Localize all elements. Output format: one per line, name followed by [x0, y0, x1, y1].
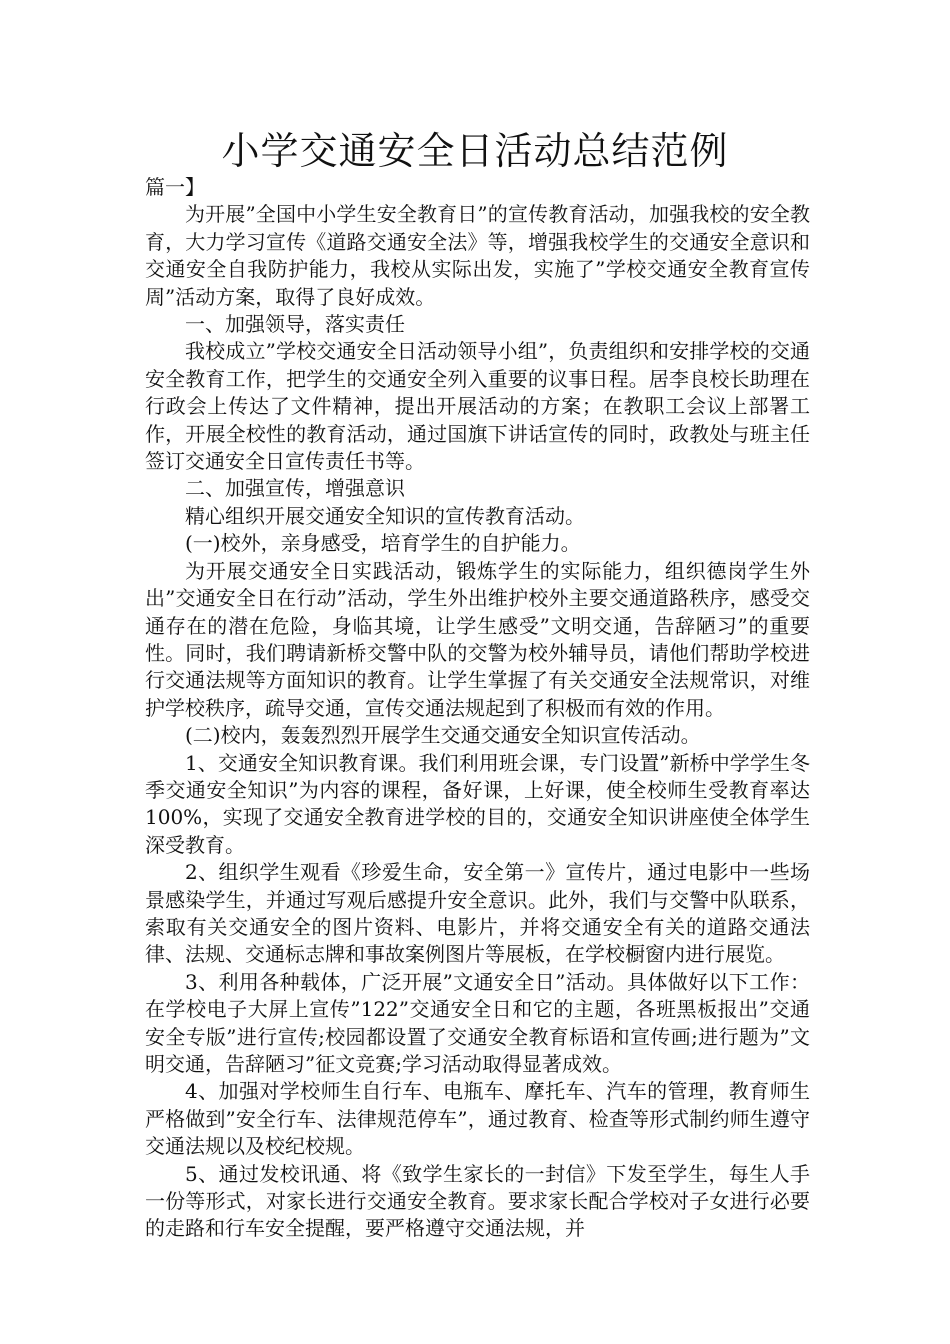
section-heading: 一、加强领导，落实责任 — [185, 312, 405, 337]
document-title: 小学交通安全日活动总结范例 — [221, 129, 729, 173]
subsection-heading: (二)校内，轰轰烈烈开展学生交通交通安全知识宣传活动。 — [185, 723, 701, 748]
paragraph: 精心组织开展交通安全知识的宣传教育活动。 — [185, 503, 585, 528]
subsection-heading: (一)校外，亲身感受，培育学生的自护能力。 — [185, 531, 581, 556]
paragraph: 5、通过发校讯通、将《致学生家长的一封信》下发至学生，每生人手一份等形式，对家长进行交通安全教育。要求家长配合学校对子女进行必要的走路和行车安全提醒，要严格遵守交通法规，并 — [145, 1161, 810, 1241]
section-label: 篇一】 — [145, 175, 205, 199]
paragraph: 我校成立”学校交通安全日活动领导小组”，负责组织和安排学校的交通安全教育工作，把学生的交通安全列入重要的议事日程。居李良校长助理在行政会上传达了文件精神，提出开展活动的方案；在教职工会议上部署工作，开展全校性的教育活动，通过国旗下讲话宣传的同时，政教处与班主任签订交通安全日宣传责任书等。 — [145, 339, 810, 474]
paragraph: 1、交通安全知识教育课。我们利用班会课，专门设置”新桥中学学生冬季交通安全知识”为内容的课程，备好课，上好课，使全校师生受教育率达100%，实现了交通安全教育进学校的目的，交通安全知识讲座使全体学生深受教育。 — [145, 750, 810, 857]
paragraph: 为开展”全国中小学生安全教育日”的宣传教育活动，加强我校的安全教育，大力学习宣传《道路交通安全法》等，增强我校学生的交通安全意识和交通安全自我防护能力，我校从实际出发，实施了”学校交通安全教育宣传周”活动方案，取得了良好成效。 — [145, 202, 810, 309]
paragraph: 4、加强对学校师生自行车、电瓶车、摩托车、汽车的管理，教育师生严格做到”安全行车、法律规范停车”，通过教育、检查等形式制约师生遵守交通法规以及校纪校规。 — [145, 1079, 810, 1159]
document-body — [145, 174, 810, 1243]
paragraph: 3、利用各种载体，广泛开展”文通安全日”活动。具体做好以下工作：在学校电子大屏上宣传”122”交通安全日和它的主题，各班黑板报出”交通安全专版”进行宣传;校园都设置了交通安全教育标语和宣传画;进行题为”文明交通，告辞陋习”征文竞赛;学习活动取得显著成效。 — [145, 969, 810, 1076]
paragraph: 为开展交通安全日实践活动，锻炼学生的实际能力，组织德岗学生外出”交通安全日在行动”活动，学生外出维护校外主要交通道路秩序，感受交通存在的潜在危险，身临其境，让学生感受”文明交通，告辞陋习”的重要性。同时，我们聘请新桥交警中队的交警为校外辅导员，请他们帮助学校进行交通法规等方面知识的教育。让学生掌握了有关交通安全法规常识，对维护学校秩序，疏导交通，宣传交通法规起到了积极而有效的作用。 — [145, 558, 810, 720]
paragraph: 2、组织学生观看《珍爱生命，安全第一》宣传片，通过电影中一些场景感染学生，并通过写观后感提升安全意识。此外，我们与交警中队联系，索取有关交通安全的图片资料、电影片，并将交通安全有关的道路交通法律、法规、交通标志牌和事故案例图片等展板，在学校橱窗内进行展览。 — [145, 860, 810, 967]
section-heading: 二、加强宣传，增强意识 — [185, 476, 405, 501]
